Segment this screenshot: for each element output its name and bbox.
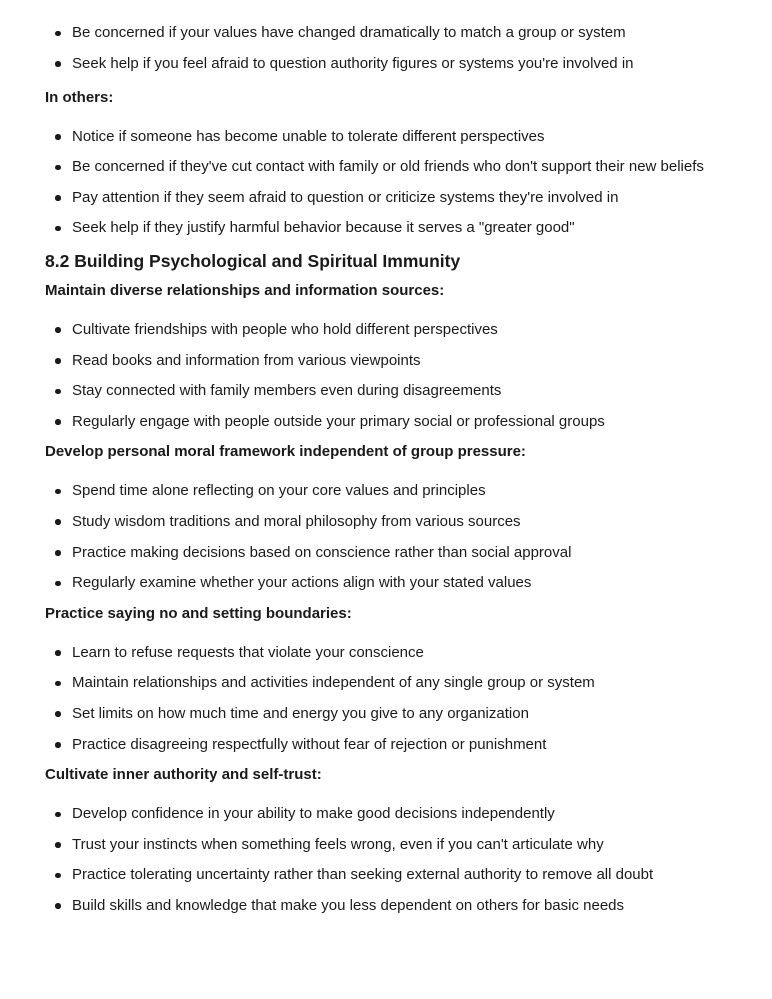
- moral-framework-list: [45, 480, 760, 594]
- document-content: [45, 22, 760, 925]
- list-item: Seek help if they justify harmful behavior because it serves a "greater good": [45, 217, 760, 239]
- warning-signs-self-list: [45, 22, 760, 75]
- group-heading-inner-authority: Cultivate inner authority and self-trust:: [45, 766, 322, 784]
- list-item: Spend time alone reflecting on your core values and principles: [45, 480, 760, 502]
- list-item: Regularly engage with people outside your primary social or professional groups: [45, 411, 760, 433]
- list-item: Develop confidence in your ability to make good decisions independently: [45, 803, 760, 825]
- warning-signs-others-list: [45, 126, 760, 240]
- boundaries-list: [45, 642, 760, 756]
- list-item: Be concerned if they've cut contact with family or old friends who don't support their new beliefs: [45, 156, 760, 178]
- list-item: Set limits on how much time and energy you give to any organization: [45, 703, 760, 725]
- list-item: Regularly examine whether your actions align with your stated values: [45, 572, 760, 594]
- list-item: Cultivate friendships with people who hold different perspectives: [45, 319, 760, 341]
- section-title: 8.2 Building Psychological and Spiritual Immunity: [45, 250, 461, 271]
- group-heading-moral-framework: Develop personal moral framework independent of group pressure:: [45, 443, 526, 461]
- list-item: Seek help if you feel afraid to question authority figures or systems you're involved in: [45, 53, 760, 75]
- list-item: Practice disagreeing respectfully without fear of rejection or punishment: [45, 734, 760, 756]
- group-heading-diverse-relationships: Maintain diverse relationships and information sources:: [45, 281, 445, 299]
- list-item: Pay attention if they seem afraid to question or criticize systems they're involved in: [45, 187, 760, 209]
- list-item: Maintain relationships and activities independent of any single group or system: [45, 672, 760, 694]
- list-item: Study wisdom traditions and moral philosophy from various sources: [45, 511, 760, 533]
- list-item: Read books and information from various viewpoints: [45, 350, 760, 372]
- list-item: Be concerned if your values have changed dramatically to match a group or system: [45, 22, 760, 44]
- diverse-relationships-list: [45, 319, 760, 433]
- in-others-heading: In others:: [45, 88, 114, 106]
- list-item: Build skills and knowledge that make you less dependent on others for basic needs: [45, 895, 760, 917]
- list-item: Stay connected with family members even during disagreements: [45, 380, 760, 402]
- group-heading-boundaries: Practice saying no and setting boundaries:: [45, 604, 352, 622]
- list-item: Practice tolerating uncertainty rather than seeking external authority to remove all doubt: [45, 864, 760, 886]
- inner-authority-list: [45, 803, 760, 917]
- list-item: Learn to refuse requests that violate your conscience: [45, 642, 760, 664]
- list-item: Trust your instincts when something feels wrong, even if you can't articulate why: [45, 834, 760, 856]
- list-item: Practice making decisions based on conscience rather than social approval: [45, 542, 760, 564]
- list-item: Notice if someone has become unable to tolerate different perspectives: [45, 126, 760, 148]
